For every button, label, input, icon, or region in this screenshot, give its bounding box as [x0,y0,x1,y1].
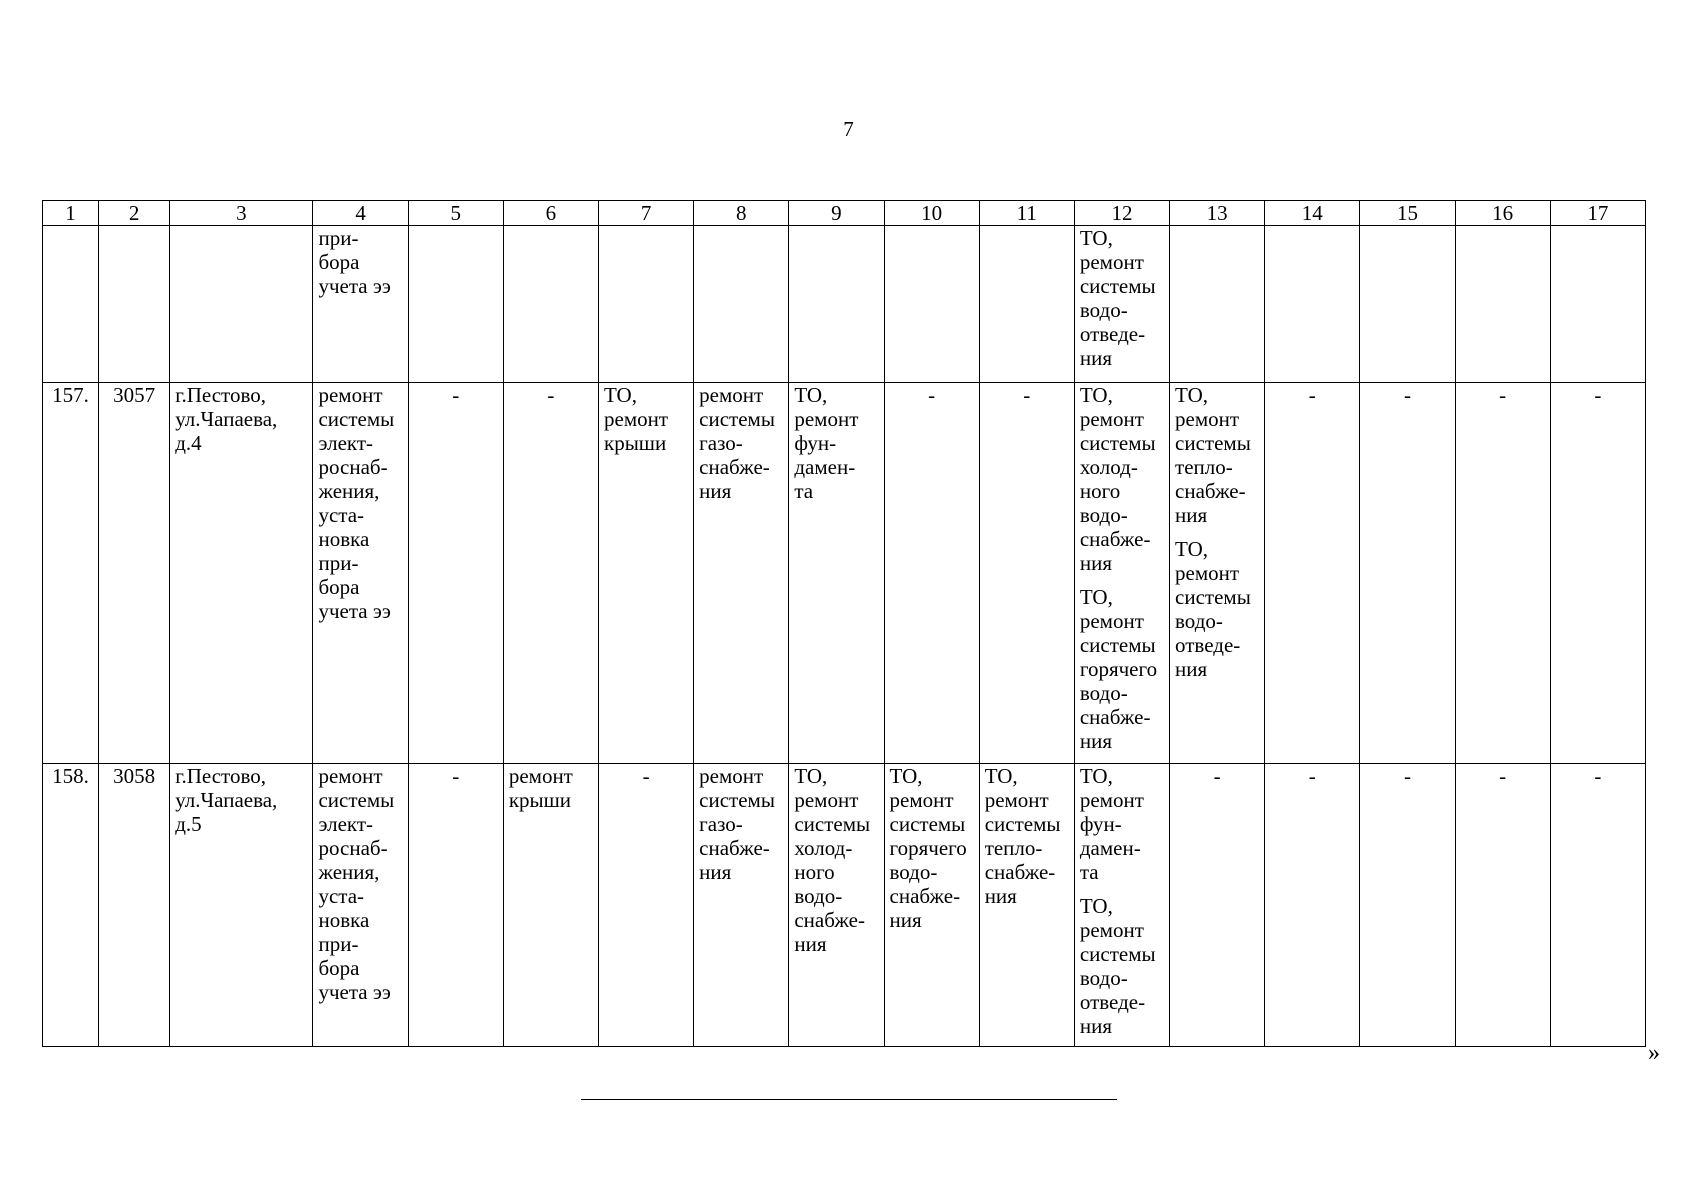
cell-text-block: - [1403,764,1411,788]
cell-text-block: г.Пестово, ул.Чапаева, д.4 [175,383,278,455]
cell-text-block: - [547,383,555,407]
cell-text-block: - [1023,383,1031,407]
cell-text-block: 158. [52,764,89,788]
column-number-row [43,201,1646,226]
table-row [43,764,1646,1047]
cell-text-block: ТО, ремонт системы водо- отведе- ния [1079,894,1156,1038]
cell-text-block: - [1499,383,1507,407]
cell-text-block: ТО, ремонт системы горячего водо- снабже- ния [889,764,967,932]
cell-text-block: ТО, ремонт системы холод- ного водо- снабже- ния [1079,383,1156,575]
table-cell [789,764,884,1047]
cell-text-block: ТО, ремонт системы тепло- снабже- ния [984,764,1061,908]
continuation-row [43,226,1646,383]
cell-text-block: 157. [52,383,89,407]
table-cell [99,764,170,1047]
table-cell [1265,226,1360,383]
table-cell [979,383,1074,764]
table-cell [503,383,598,764]
table-cell [1170,383,1265,764]
table-cell [1170,764,1265,1047]
table-cell [503,764,598,1047]
table-cell [43,226,99,383]
table-cell [1074,383,1169,764]
table-cell [170,226,313,383]
column-number: 15 [1360,201,1455,226]
column-number: 2 [99,201,170,226]
table-cell [599,764,694,1047]
column-number: 16 [1455,201,1550,226]
column-number: 6 [503,201,598,226]
column-number: 17 [1550,201,1645,226]
table-cell [979,764,1074,1047]
column-number: 14 [1265,201,1360,226]
table-cell [1455,383,1550,764]
table-cell [99,383,170,764]
cell-text-block: ремонт крыши [508,764,573,812]
cell-text-block: при- бора учета ээ [318,226,391,298]
table-cell [694,226,789,383]
table-cell [408,764,503,1047]
column-number: 13 [1170,201,1265,226]
cell-text-block: г.Пестово, ул.Чапаева, д.5 [175,764,278,836]
cell-text-block: ТО, ремонт системы холод- ного водо- снабже- ния [794,764,871,956]
table-cell [1455,764,1550,1047]
closing-quote: » [1648,1040,1660,1066]
table-cell [1360,383,1455,764]
repair-plan-table [42,200,1646,1047]
table-cell [408,383,503,764]
cell-text-block: - [1403,383,1411,407]
cell-text-block: ТО, ремонт фун- дамен- та [794,383,859,503]
cell-text-block: ремонт системы газо- снабже- ния [699,383,775,503]
column-number: 8 [694,201,789,226]
cell-text-block: - [1308,764,1316,788]
cell-text-block: ремонт системы элект- роснаб- жения, уста- новка при- бора учета ээ [318,383,395,623]
cell-text-block: ремонт системы газо- снабже- ния [699,764,775,884]
table-cell [43,764,99,1047]
table-cell [503,226,598,383]
cell-text-block: ТО, ремонт системы тепло- снабже- ния [1175,383,1251,527]
table-cell [884,226,979,383]
cell-text-block: ТО, ремонт фун- дамен- та [1079,764,1144,884]
column-number: 10 [884,201,979,226]
table-cell [1550,764,1645,1047]
table-cell [884,764,979,1047]
cell-text-block: ТО, ремонт системы горячего водо- снабже- ния [1079,585,1158,753]
footer-separator-line [581,1099,1117,1100]
table-row [43,383,1646,764]
table-cell [1550,226,1645,383]
column-number: 3 [170,201,313,226]
table-cell [1170,226,1265,383]
table-cell [313,226,408,383]
cell-text-block: - [1213,764,1221,788]
table-cell [789,383,884,764]
table-cell [1265,383,1360,764]
cell-text-block: - [1499,764,1507,788]
cell-text-block: ТО, ремонт системы водо- отведе- ния [1175,537,1251,681]
cell-text-block: - [452,383,460,407]
cell-text-block: 3058 [113,764,156,788]
table-cell [170,383,313,764]
table-cell [1360,226,1455,383]
table-cell [1074,226,1169,383]
column-number: 1 [43,201,99,226]
cell-text-block: ТО, ремонт крыши [604,383,669,455]
cell-text-block: - [928,383,936,407]
cell-text-block: - [1594,764,1602,788]
column-number: 4 [313,201,408,226]
table-cell [313,764,408,1047]
cell-text-block: - [1308,383,1316,407]
table-cell [884,383,979,764]
column-number: 11 [979,201,1074,226]
table-cell [408,226,503,383]
table-cell [1265,764,1360,1047]
cell-text-block: 3057 [113,383,156,407]
table-cell [599,226,694,383]
table-cell [43,383,99,764]
table-cell [1074,764,1169,1047]
table-cell [313,383,408,764]
table-cell [170,764,313,1047]
table-cell [694,383,789,764]
cell-text-block: ремонт системы элект- роснаб- жения, уста- новка при- бора учета ээ [318,764,395,1004]
cell-text-block: - [452,764,460,788]
column-number: 7 [599,201,694,226]
table-cell [99,226,170,383]
table-cell [1360,764,1455,1047]
table-cell [599,383,694,764]
table-cell [1550,383,1645,764]
page-number: 7 [843,117,854,141]
column-number: 12 [1074,201,1169,226]
column-number: 9 [789,201,884,226]
column-number: 5 [408,201,503,226]
table-cell [789,226,884,383]
table-cell [1455,226,1550,383]
cell-text-block: - [642,764,650,788]
cell-text-block: - [1594,383,1602,407]
table-cell [694,764,789,1047]
table-cell [979,226,1074,383]
cell-text-block: ТО, ремонт системы водо- отведе- ния [1079,226,1156,370]
